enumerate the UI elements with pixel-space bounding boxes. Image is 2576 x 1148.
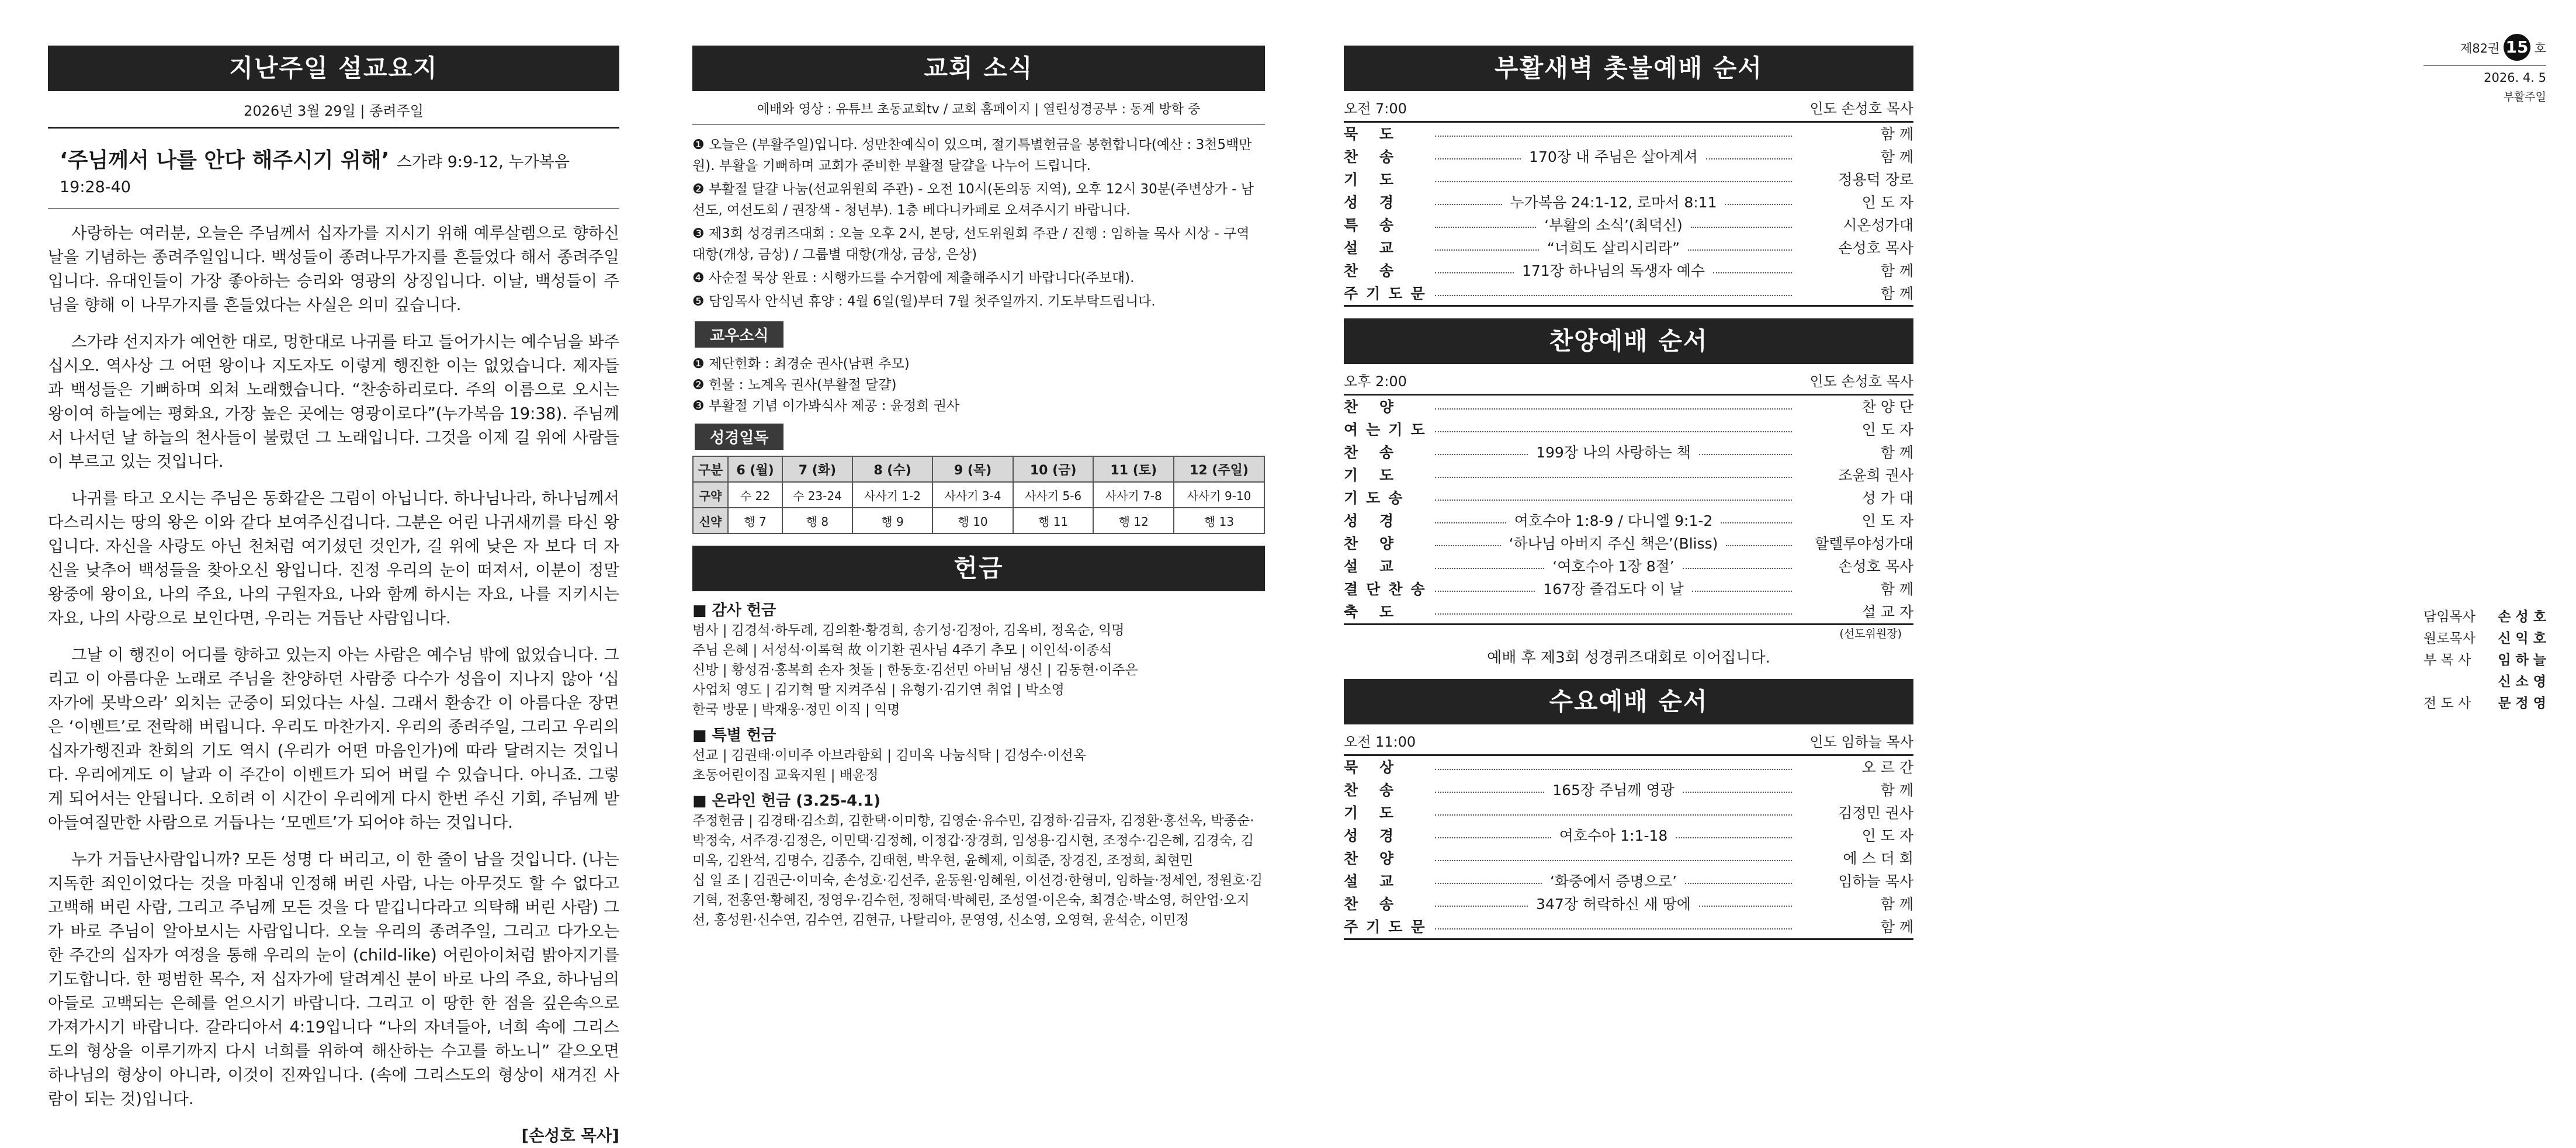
order-content: 171장 하나님의 독생자 예수	[1521, 262, 1705, 279]
leader-dots	[1725, 191, 1792, 205]
leader-dots	[1435, 509, 1506, 523]
praise-note: 예배 후 제3회 성경퀴즈대회로 이어집니다.	[1487, 649, 1770, 667]
order-label: 찬 송	[1344, 782, 1402, 799]
offering-line: 선교 | 김권태·이미주 아브라함회 | 김미옥 나눔식탁 | 김성수·이선옥	[692, 748, 1087, 763]
leader-dots	[1706, 145, 1792, 159]
service-order-row	[1344, 441, 1913, 464]
leader-dots	[1435, 601, 1792, 615]
sermon-paragraph: 그날 이 행진이 어디를 향하고 있는지 아는 사람은 예수님 밖에 없었습니다. 그리고 이 아름다운 노래로 주님을 찬양하던 사람중 다수가 성읍이 지나지 않아 ‘십자가에 못박으라’ 외치는 군중이 되었다는 사실. 그래서 환송간 이 아름다운 장면은 ‘이벤트’로 전락해 버립니다. 우리도 마찬가지. 우리의 종려주일, 그리고 우리의 십자가행진과 찬회의 기도 역시 (우리가 어떤 마음인가)에 따라 달려지는 것입니다. 우리에게도 이 날과 이 주간이 이벤트가 되어 버릴 수 있습니다. 아니죠. 그렇게 되어서는 안됩니다. 오히려 이 시간이 우리에게 다시 한번 주신 기회, 주님께 받아들여질만한 사람으로 거듭나는 ‘모멘트’가 되어야 하는 것입니다.	[48, 646, 619, 832]
table-row: 구분 6 (월) 7 (화) 8 (수) 9 (목) 10 (금) 11 (토) 12 (주일)	[693, 456, 1264, 482]
order-label: 주기도문	[1344, 285, 1433, 302]
order-content: 199장 나의 사랑하는 책	[1536, 444, 1691, 461]
order-person: 김정민 권사	[1838, 804, 1913, 821]
offering-section-title: ■ 특별 헌금	[692, 727, 776, 744]
offering-line: 초동어린이집 교육지원 | 배윤정	[692, 768, 879, 783]
order-person: 오 르 간	[1861, 759, 1913, 776]
offering-header: 헌금	[692, 546, 1265, 591]
bulletin-day: 부활주일	[2503, 91, 2546, 103]
order-label: 여는기도	[1344, 421, 1433, 438]
order-person: 할렐루야성가대	[1814, 535, 1913, 552]
service-order-row	[1344, 237, 1913, 259]
service-leader: 인도 손성호 목사	[1809, 100, 1913, 117]
service-order-row	[1344, 915, 1913, 938]
order-label: 주기도문	[1344, 918, 1433, 935]
order-content: ‘화중에서 증명으로’	[1549, 873, 1677, 890]
offering-line: 한국 방문 | 박재웅·정민 이직 | 익명	[692, 702, 900, 717]
leader-dots	[1435, 532, 1501, 546]
service-order-row	[1344, 756, 1913, 779]
member-item: ❷ 헌물 : 노계옥 권사(부활절 달걀)	[692, 377, 897, 393]
news-item: ❶ 오늘은 (부활주일)입니다. 성만찬예식이 있으며, 절기특별헌금을 봉헌합니다(예산 : 3천5백만원). 부활을 기뻐하며 교회가 준비한 부활절 달걀을 나누어 드립니다.	[692, 137, 1252, 174]
service-order-row	[1344, 601, 1913, 623]
order-label: 찬 송	[1344, 896, 1402, 913]
order-person: 함 께	[1880, 285, 1913, 302]
offering-section-title: ■ 온라인 헌금 (3.25-4.1)	[692, 792, 881, 810]
reading-table	[692, 456, 1265, 534]
offering-list	[692, 601, 1265, 930]
member-item: ❶ 제단헌화 : 최경순 권사(남편 추모)	[692, 356, 910, 372]
sermon-header: 지난주일 설교요지	[48, 46, 619, 91]
order-label: 기 도	[1344, 804, 1402, 821]
order-person: 시온성가대	[1843, 217, 1913, 234]
order-label: 설 교	[1344, 873, 1402, 890]
order-content: “너희도 살리시리라”	[1547, 240, 1680, 256]
service-order-row	[1344, 282, 1913, 305]
order-label: 찬 양	[1344, 535, 1402, 552]
service-order-row	[1344, 893, 1913, 915]
service-order-row	[1344, 509, 1913, 532]
leader-dots	[1713, 259, 1792, 273]
order-person: 설 교 자	[1861, 604, 1913, 620]
order-person: 인 도 자	[1861, 512, 1913, 529]
table-row: 구약 수 22 수 23-24 사사기 1-2 사사기 3-4 사사기 5-6 사사기 7-8 사사기 9-10	[693, 482, 1264, 508]
leader-dots	[1435, 578, 1535, 592]
order-person: 임하늘 목사	[1838, 873, 1914, 890]
divider	[1344, 305, 1913, 307]
issue-suffix: 호	[2534, 41, 2546, 56]
service-order-row	[1344, 802, 1913, 824]
leader-dots	[1683, 555, 1792, 569]
news-item: ❷ 부활절 달걀 나눔(선교위원회 주관) - 오전 10시(돈의동 지역), 오후 12시 30분(주변상가 - 남선도, 여선도회 / 권장색 - 청년부). 1층 베다니카페로 오셔주시기 바랍니다.	[692, 182, 1254, 218]
table-row: 신약 행 7 행 8 행 9 행 10 행 11 행 12 행 13	[693, 508, 1264, 533]
leader-dots	[1688, 237, 1792, 251]
leader-dots	[1683, 779, 1792, 793]
staff-row: 담임목사 손 성 호	[2424, 609, 2546, 625]
offering-line: 주정헌금 | 김경태·김소희, 김한택·이미향, 김영순·유수민, 김정하·김금자, 김정환·홍선옥, 박종순·박정숙, 서주경·김정은, 이민택·김정혜, 이정갑·장경희, 임성용·김시현, 조정수·김은혜, 김경숙, 김미옥, 김완석, 김명수, 김종수, 김태현, 박우현, 윤혜제, 이희준, 장경진, 조정희, 최현민	[692, 813, 1254, 868]
order-label: 설 교	[1344, 558, 1402, 575]
leader-dots	[1676, 824, 1792, 838]
worship-column	[1344, 46, 1913, 940]
service-time: 오후 2:00	[1344, 373, 1407, 390]
leader-dots	[1435, 487, 1792, 501]
service-order-row	[1344, 824, 1913, 847]
order-label: 성 경	[1344, 512, 1402, 529]
sermon-signature: [손성호 목사]	[521, 1126, 619, 1145]
news-info: 예배와 영상 : 유튜브 초동교회tv / 교회 홈페이지 | 열린성경공부 : 동계 방학 중	[757, 102, 1201, 117]
order-label: 묵 도	[1344, 126, 1402, 143]
wednesday-service-meta	[1344, 730, 1913, 751]
dawn-service-header: 부활새벽 촛불예배 순서	[1344, 46, 1913, 91]
service-leader: 인도 임하늘 목사	[1809, 734, 1913, 750]
wednesday-service-header: 수요예배 순서	[1344, 679, 1913, 724]
service-order-row	[1344, 870, 1913, 893]
order-label: 설 교	[1344, 240, 1402, 256]
service-order-row	[1344, 123, 1913, 145]
leader-dots	[1435, 259, 1514, 273]
praise-service-order	[1344, 396, 1913, 623]
issue-number	[2424, 34, 2546, 61]
order-person: 함 께	[1880, 148, 1914, 165]
order-person: 함 께	[1880, 782, 1914, 799]
volume: 제82권	[2460, 41, 2500, 56]
order-person: 손성호 목사	[1838, 558, 1913, 575]
offering-line: 십 일 조 | 김권근·이미숙, 손성호·김선주, 윤동원·임혜원, 이선경·한형미, 임하늘·정세연, 정원호·김기혁, 전홍연·황혜진, 정영우·김수현, 정해덕·박혜린, 조성열·이은숙, 최경순·박소영, 허안업·오지선, 홍성원·신수연, 김수연, 김현규, 나탈리아, 문영영, 신소영, 오영혁, 윤석순, 이민정	[692, 873, 1263, 928]
divider	[48, 208, 619, 209]
order-label: 축 도	[1344, 604, 1402, 620]
reading-tag: 성경일독	[695, 424, 783, 450]
staff-list	[2424, 606, 2546, 715]
order-content: 167장 즐겁도다 이 날	[1543, 581, 1684, 598]
praise-service-meta	[1344, 370, 1913, 390]
order-label: 기 도	[1344, 171, 1402, 188]
leader-dots	[1435, 915, 1792, 930]
order-label: 특 송	[1344, 217, 1402, 234]
order-label: 성 경	[1344, 194, 1402, 211]
leader-dots	[1699, 893, 1792, 907]
order-content: 347장 허락하신 새 땅에	[1536, 896, 1691, 913]
leader-dots	[1691, 214, 1792, 228]
staff-row: 전 도 사 문 정 영	[2424, 696, 2546, 711]
order-person: 인 도 자	[1861, 827, 1913, 844]
service-order-row	[1344, 464, 1913, 487]
service-order-row	[1344, 578, 1913, 601]
order-content: 165장 주님께 영광	[1552, 782, 1674, 799]
sermon-title-text: ‘주님께서 나를 안다 해주시기 위해’	[60, 148, 390, 172]
order-person: 함 께	[1880, 126, 1913, 143]
sermon-reference: 스가랴 9:9-12, 누가복음 19:28-40	[60, 153, 570, 196]
service-order-row	[1344, 259, 1913, 282]
praise-service-header: 찬양예배 순서	[1344, 318, 1913, 364]
order-content: ‘하나님 아버지 주신 책은’(Bliss)	[1509, 535, 1718, 552]
service-order-row	[1344, 847, 1913, 870]
sermon-date: 2026년 3월 29일 | 종려주일	[244, 103, 424, 119]
members-tag: 교우소식	[695, 321, 783, 348]
leader-dots	[1721, 509, 1792, 523]
service-order-row	[1344, 532, 1913, 555]
service-time: 오전 7:00	[1344, 100, 1407, 117]
leader-dots	[1435, 145, 1521, 159]
leader-dots	[1435, 282, 1792, 296]
leader-dots	[1435, 237, 1539, 251]
divider	[2424, 65, 2546, 66]
leader-dots	[1435, 441, 1528, 455]
order-content: 170장 내 주님은 살아계셔	[1529, 148, 1698, 165]
service-order-row	[1344, 555, 1913, 578]
order-person: 함 께	[1880, 262, 1913, 279]
order-label: 기 도	[1344, 467, 1402, 484]
order-person: 정용덕 장로	[1838, 171, 1913, 188]
staff-row: 부 목 사 임 하 늘	[2424, 653, 2546, 668]
member-item: ❸ 부활절 기념 이가봐식사 제공 : 윤정희 권사	[692, 398, 960, 414]
offering-line: 신방 | 황성검·홍복희 손자 첫돌 | 한동호·김선민 아버님 생신 | 김동현·이주은	[692, 663, 1138, 678]
order-label: 결단찬송	[1344, 581, 1433, 598]
order-person: 함 께	[1880, 896, 1914, 913]
order-label: 성 경	[1344, 827, 1402, 844]
praise-sub-note: (선도위원장)	[1839, 627, 1902, 640]
leader-dots	[1726, 532, 1792, 546]
leader-dots	[1435, 824, 1551, 838]
service-order-row	[1344, 487, 1913, 509]
order-label: 찬 송	[1344, 148, 1402, 165]
order-person: 조윤희 권사	[1838, 467, 1913, 484]
issue-badge: 15	[2504, 34, 2530, 61]
news-header: 교회 소식	[692, 46, 1265, 91]
leader-dots	[1435, 555, 1544, 569]
leader-dots	[1435, 870, 1542, 884]
leader-dots	[1685, 870, 1792, 884]
staff-row: 신 소 영	[2498, 674, 2546, 689]
service-order-row	[1344, 396, 1913, 418]
order-person: 찬 양 단	[1861, 398, 1913, 415]
leader-dots	[1435, 893, 1528, 907]
members-list	[692, 353, 1265, 417]
leader-dots	[1435, 418, 1792, 432]
wednesday-service-order	[1344, 756, 1913, 938]
leader-dots	[1435, 214, 1536, 228]
order-content: 여호수아 1:8-9 / 다니엘 9:1-2	[1514, 512, 1713, 529]
bulletin-date: 2026. 4. 5	[2484, 71, 2546, 85]
order-label: 묵 상	[1344, 759, 1402, 776]
service-time: 오전 11:00	[1344, 734, 1416, 750]
offering-line: 주님 은혜 | 서성석·이록혁 故 이기환 권사님 4주기 추모 | 이인석·이종석	[692, 643, 1112, 658]
dawn-service-meta	[1344, 97, 1913, 117]
order-person: 함 께	[1880, 581, 1914, 598]
order-person: 인 도 자	[1861, 421, 1913, 438]
order-content: ‘부활의 소식’(최덕신)	[1544, 217, 1683, 234]
divider	[692, 124, 1265, 125]
leader-dots	[1435, 756, 1792, 770]
service-order-row	[1344, 779, 1913, 802]
order-label: 기도송	[1344, 490, 1411, 507]
sermon-column	[48, 46, 619, 1148]
sermon-paragraph: 나귀를 타고 오시는 주님은 동화같은 그림이 아닙니다. 하나님나라, 하나님께서 다스리시는 땅의 왕은 이와 같다 보여주신겁니다. 그분은 어린 나귀새끼를 타신 왕입니다. 자신을 사랑도 아닌 천처럼 여기셨던 것인가, 길 위에 낮은 자 보다 더 자신을 낮추어 백성들을 찾아오신 왕입니다. 진정 우리의 눈이 떠져서, 이분이 정말 왕중에 왕이요, 나의 주요, 나의 구원자요, 나와 함께 하시는 자요, 나를 지키시는 자요, 나의 사랑으로 보인다면, 우리는 거듭난 사람입니다.	[48, 489, 619, 627]
order-person: 함 께	[1880, 444, 1914, 461]
masthead-column	[2424, 34, 2546, 715]
leader-dots	[1435, 396, 1792, 410]
sermon-title	[48, 144, 619, 197]
order-person: 에 스 더 회	[1843, 850, 1913, 867]
order-person: 성 가 대	[1861, 490, 1913, 507]
dawn-service-order	[1344, 123, 1913, 305]
staff-row: 원로목사 신 익 호	[2424, 631, 2546, 646]
news-list	[692, 134, 1265, 312]
order-person: 손성호 목사	[1838, 240, 1913, 256]
leader-dots	[1435, 168, 1792, 182]
leader-dots	[1435, 191, 1502, 205]
leader-dots	[1435, 779, 1544, 793]
leader-dots	[1699, 441, 1792, 455]
offering-line: 범사 | 김경석·하두례, 김의환·황경희, 송기성·김정아, 김옥비, 정옥순, 익명	[692, 623, 1125, 638]
service-order-row	[1344, 145, 1913, 168]
sermon-body	[48, 221, 619, 1148]
sermon-paragraph: 사랑하는 여러분, 오늘은 주님께서 십자가를 지시기 위해 예루살렘으로 향하신 날을 기념하는 종려주일입니다. 백성들이 종려나무가지를 흔들었다 해서 종려주일입니다. 유대인들이 가장 좋아하는 승리와 영광의 상징입니다. 이날, 백성들이 주님을 향해 이 나무가지를 흔들었다는 사실은 의미 깊습니다.	[48, 224, 619, 314]
order-content: 누가복음 24:1-12, 로마서 8:11	[1510, 194, 1717, 211]
service-order-row	[1344, 418, 1913, 441]
sermon-paragraph: 누가 거듭난사람입니까? 모든 성명 다 버리고, 이 한 줄이 남을 것입니다. (나는 지독한 죄인이었다는 것을 마침내 인정해 버린 사람, 나는 아무것도 할 수 없다고 고백해 버린 사람, 그리고 주님께 모든 것을 다 맡깁니다라고 의탁해 버린 사람) 그가 바로 주님이 알아보시는 사람입니다. 오늘 우리의 종려주일, 그리고 다가오는 한 주간의 십자가 여정을 통해 우리의 눈이 (child-like) 어린아이처럼 밝아지기를 기도합니다. 한 평범한 목수, 저 십자가에 달려계신 분이 바로 나의 주요, 하나님의 아들로 고백되는 은혜를 얻으시기 바랍니다. 그리고 이 땅한 한 점을 깊은속으로 가져가시기 바랍니다. 갈라디아서 4:19입니다 “나의 자녀들아, 너희 속에 그리스도의 형상을 이루기까지 다시 너희를 위하여 해산하는 수고를 하노니” 같으오면 하나님의 형상이 아니라, 이것이 진짜입니다. (속에 그리스도의 형상이 새겨진 사람이 되는 것)입니다.	[48, 850, 619, 1108]
order-label: 찬 양	[1344, 850, 1402, 867]
offering-line: 사업처 영도 | 김기혁 딸 지켜주심 | 유형기·김기연 취업 | 박소영	[692, 682, 1065, 698]
leader-dots	[1435, 847, 1792, 861]
order-label: 찬 송	[1344, 444, 1402, 461]
leader-dots	[1435, 123, 1792, 137]
news-item: ❺ 담임목사 안식년 휴양 : 4월 6일(월)부터 7월 첫주일까지. 기도부탁드립니다.	[692, 294, 1156, 309]
divider	[1344, 938, 1913, 940]
order-label: 찬 송	[1344, 262, 1402, 279]
service-leader: 인도 손성호 목사	[1809, 373, 1913, 390]
news-item: ❸ 제3회 성경퀴즈대회 : 오늘 오후 2시, 본당, 선도위원회 주관 / 진행 : 임하늘 목사 시상 - 구역 대항(개상, 금상) / 그룹별 대항(개상, 금상, 은상)	[692, 226, 1250, 262]
sermon-paragraph: 스가랴 선지자가 예언한 대로, 멍한대로 나귀를 타고 들어가시는 예수님을 봐주십시오. 역사상 그 어떤 왕이나 지도자도 이렇게 행진한 이는 없었습니다. 제자들과 백성들은 기뻐하며 외쳐 노래했습니다. “찬송하리로다. 주의 이름으로 오시는 왕이여 하늘에는 평화요, 가장 높은 곳에는 영광이로다”(누가복음 19:38). 주님께서 나서던 날 하늘의 천사들이 불렀던 그 노래입니다. 그것을 이제 길 위에 사람들이 부르고 있는 것입니다.	[48, 332, 619, 471]
order-content: 여호수아 1:1-18	[1559, 827, 1668, 844]
leader-dots	[1692, 578, 1792, 592]
order-label: 찬 양	[1344, 398, 1402, 415]
news-item: ❹ 사순절 묵상 완료 : 시행카드를 수거함에 제출해주시기 바랍니다(주보대).	[692, 270, 1135, 286]
service-order-row	[1344, 214, 1913, 237]
divider	[48, 127, 619, 129]
service-order-row	[1344, 191, 1913, 214]
leader-dots	[1435, 802, 1792, 816]
order-content: ‘여호수아 1장 8절’	[1552, 558, 1674, 575]
offering-section-title: ■ 감사 헌금	[692, 602, 776, 619]
order-person: 인 도 자	[1861, 194, 1914, 211]
order-person: 함 께	[1880, 918, 1913, 935]
service-order-row	[1344, 168, 1913, 191]
news-column	[692, 46, 1265, 930]
leader-dots	[1435, 464, 1792, 478]
